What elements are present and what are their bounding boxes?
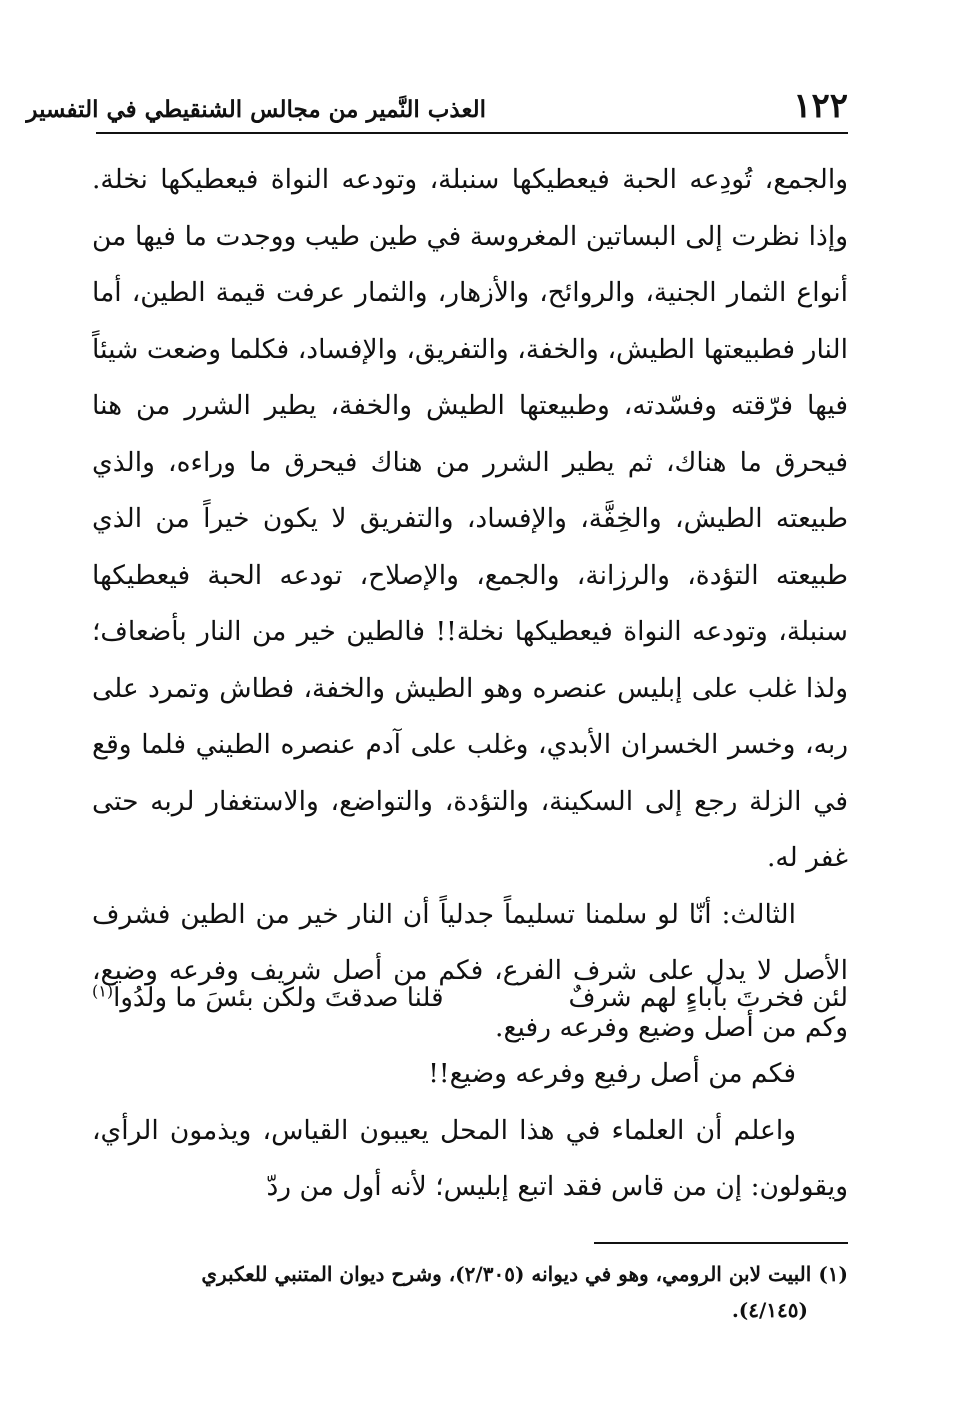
verse-first-hemistich: لئن فخرتَ بآباءٍ لهم شرفٌ — [568, 983, 848, 1013]
footnote-separator — [594, 1242, 848, 1244]
exclamation-line: فكم من أصل رفيع وفرعه وضيع!! — [428, 1058, 796, 1089]
page-header — [26, 84, 848, 134]
main-text — [92, 152, 848, 1056]
paragraph-third-point: الثالث: أنّا لو سلمنا تسليماً جدلياً أن النار خير من الطين فشرف الأصل لا يدل على شرف الفرع، فكم من أصل شريف وفرعه وضيع، وكم من أصل وضيع وفرعه رفيع. — [92, 898, 848, 1043]
footnote-marker: (١) — [818, 1262, 848, 1286]
poetry-verse — [92, 968, 848, 1028]
footnote-1-continuation: (٤/١٤٥). — [731, 1298, 808, 1322]
footnote-reference: (١) — [92, 981, 114, 1001]
running-title: العذب النَّمير من مجالس الشنقيطي في التفسير — [26, 96, 486, 123]
text-after-verse — [92, 1046, 848, 1216]
paragraph-continuation: والجمع، تُودِعه الحبة فيعطيكها سنبلة، وتودعه النواة فيعطيكها نخلة. وإذا نظرت إلى البساتين المغروسة في طين طيب ووجدت ما فيها من أنواع الثمار الجنية، والروائح، والأزهار، والثمار عرفت قيمة الطين، أما النار فطبيعتها الطيش، والخفة، والتفريق، والإفساد، فكلما وضعت شيئاً فيها فرّقته وفسّدته، وطبيعتها الطيش والخفة، يطير الشرر من هنا فيحرق ما هناك، ثم يطير الشرر من هناك فيحرق ما وراءه، والذي طبيعته الطيش، والخِفَّة، والإفساد، والتفريق لا يكون خيراً من الذي طبيعته التؤدة، والرزانة، والجمع، والإصلاح، تودعه الحبة فيعطيكها سنبلة، وتودعه النواة فيعطيكها نخلة!! فالطين خير من النار بأضعاف؛ ولذا غلب على إبليس عنصره وهو الطيش والخفة، فطاش وتمرد على ربه، وخسر الخسران الأبدي، وغلب على آدم عنصره الطيني فلما وقع في الزلة رجع إلى السكينة، والتؤدة، والتواضع، والاستغفار لربه حتى غفر له. — [92, 164, 848, 873]
footnote-1 — [92, 1256, 848, 1292]
footnotes — [92, 1256, 848, 1328]
verse-second-hemistich — [92, 968, 444, 1028]
paragraph-qiyas: واعلم أن العلماء في هذا المحل يعيبون القياس، ويذمون الرأي، ويقولون: إن من قاس فقد اتبع إبليس؛ لأنه أول من ردّ — [92, 1114, 848, 1202]
footnote-text: البيت لابن الرومي، وهو في ديوانه (٢/٣٠٥)، وشرح ديوان المتنبي للعكبري — [201, 1262, 812, 1286]
page-number: ١٢٢ — [793, 86, 848, 126]
verse-second-text: قلنا صدقتَ ولكن بئسَ ما ولدُوا — [113, 983, 444, 1013]
